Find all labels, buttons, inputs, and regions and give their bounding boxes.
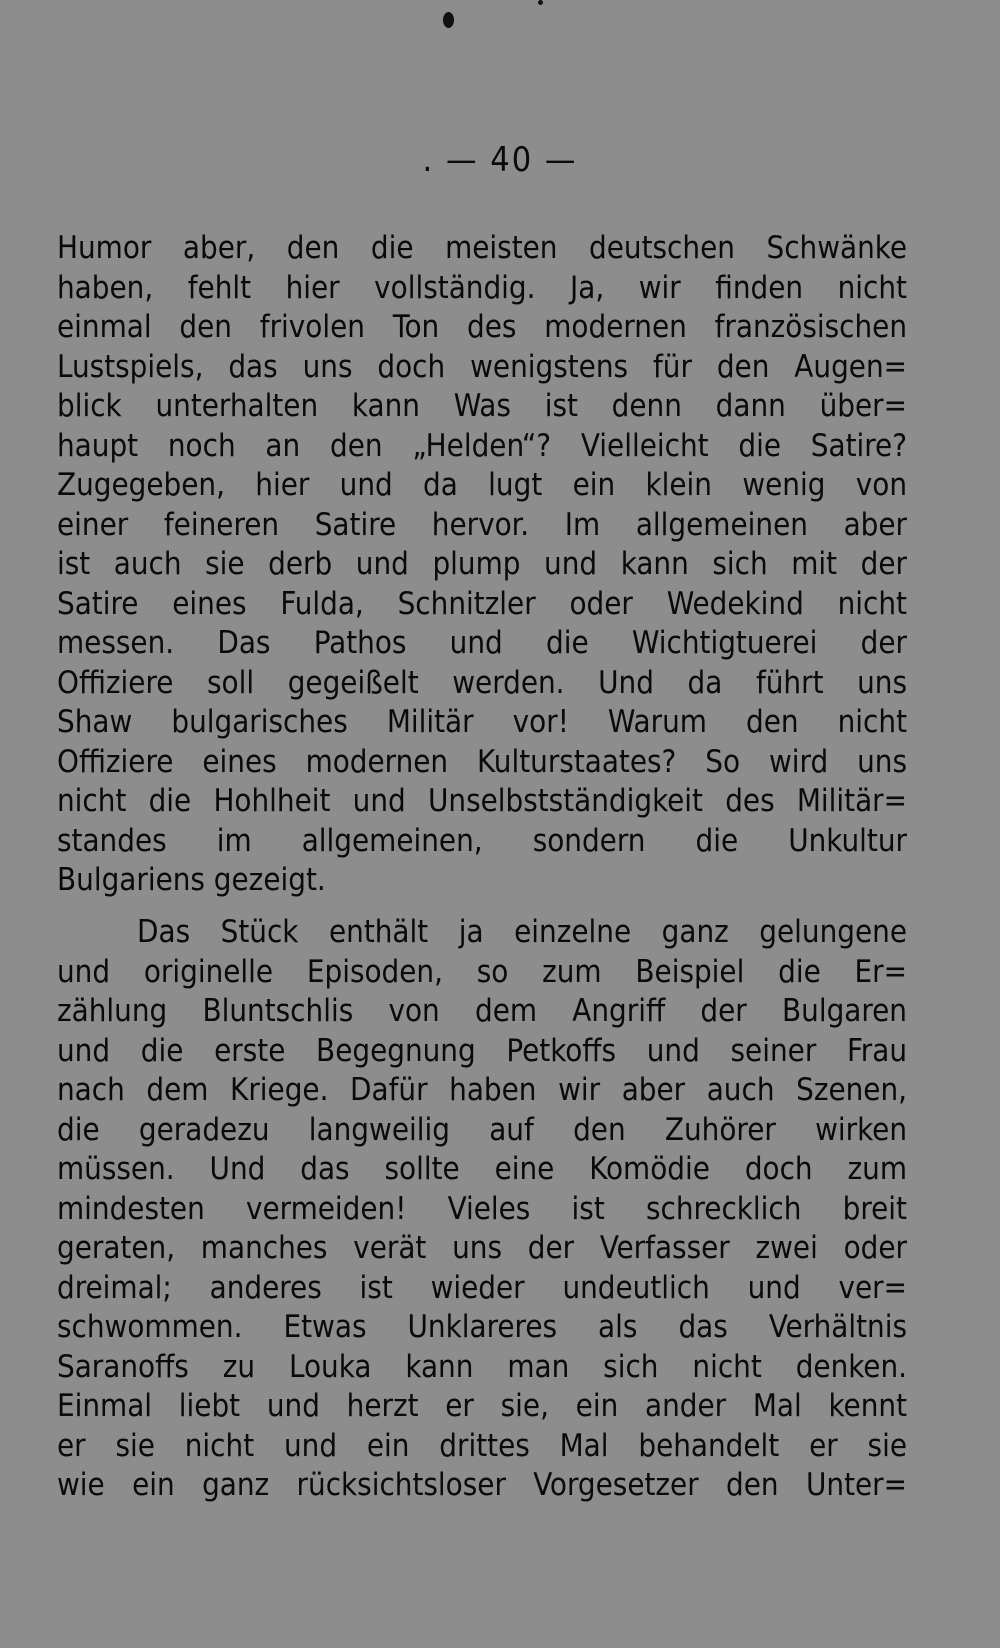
paragraph-2 (57, 913, 907, 1506)
text-line: die geradezu langweilig auf den Zuhörer wirken (57, 1111, 907, 1148)
text-line: zählung Bluntschlis von dem Angriff der Bulgaren (57, 993, 907, 1029)
text-line: er sie nicht und ein drittes Mal behandelt er sie (57, 1427, 907, 1464)
ink-speck (443, 12, 454, 28)
text-line: mindesten vermeiden! Vieles ist schrecklich breit (57, 1190, 907, 1227)
text-line: Satire eines Fulda, Schnitzler oder Wedekind nicht (57, 585, 907, 622)
text-line: Einmal liebt und herzt er sie, ein ander Mal kennt (57, 1388, 907, 1424)
text-line: einer feineren Satire hervor. Im allgemeinen aber (57, 506, 907, 543)
paragraph-1 (57, 229, 907, 901)
text-line: und originelle Episoden, so zum Beispiel die Er= (57, 953, 907, 990)
text-line: haben, fehlt hier vollständig. Ja, wir finden nicht (57, 269, 907, 306)
text-line: messen. Das Pathos und die Wichtigtuerei der (57, 625, 907, 661)
text-line: müssen. Und das sollte eine Komödie doch zum (57, 1151, 907, 1187)
text-line: Offiziere eines modernen Kulturstaates? So wird uns (57, 743, 907, 780)
text-line: Das Stück enthält ja einzelne ganz gelungene (137, 914, 907, 950)
text-line: einmal den frivolen Ton des modernen französischen (57, 309, 907, 345)
text-line: geraten, manches verät uns der Verfasser zwei oder (57, 1230, 907, 1266)
text-line: dreimal; anderes ist wieder undeutlich und ver= (57, 1269, 907, 1306)
text-line: standes im allgemeinen, sondern die Unkultur (57, 822, 907, 859)
text-line: Shaw bulgarisches Militär vor! Warum den nicht (57, 704, 907, 740)
text-line: Saranoffs zu Louka kann man sich nicht denken. (57, 1348, 907, 1385)
text-line: wie ein ganz rücksichtsloser Vorgesetzer den Unter= (57, 1467, 907, 1503)
text-line: haupt noch an den „Helden“? Vielleicht die Satire? (57, 427, 907, 464)
text-line: Bulgariens gezeigt. (57, 862, 326, 898)
text-line: blick unterhalten kann Was ist denn dann über= (57, 388, 907, 424)
page-number: . — 40 — (422, 140, 578, 180)
text-line: Humor aber, den die meisten deutschen Schwänke (57, 230, 907, 266)
text-line: Zugegeben, hier und da lugt ein klein wenig von (57, 467, 907, 503)
text-line: nach dem Kriege. Dafür haben wir aber auch Szenen, (57, 1072, 907, 1108)
text-line: nicht die Hohlheit und Unselbstständigkeit des Militär= (57, 783, 907, 819)
text-line: Lustspiels, das uns doch wenigstens für den Augen= (57, 348, 907, 385)
text-line: ist auch sie derb und plump und kann sich mit der (57, 546, 907, 582)
text-line: schwommen. Etwas Unklareres als das Verhältnis (57, 1309, 907, 1345)
ink-speck (538, 0, 543, 5)
text-line: Offiziere soll gegeißelt werden. Und da führt uns (57, 664, 907, 701)
text-line: und die erste Begegnung Petkoffs und seiner Frau (57, 1032, 907, 1069)
